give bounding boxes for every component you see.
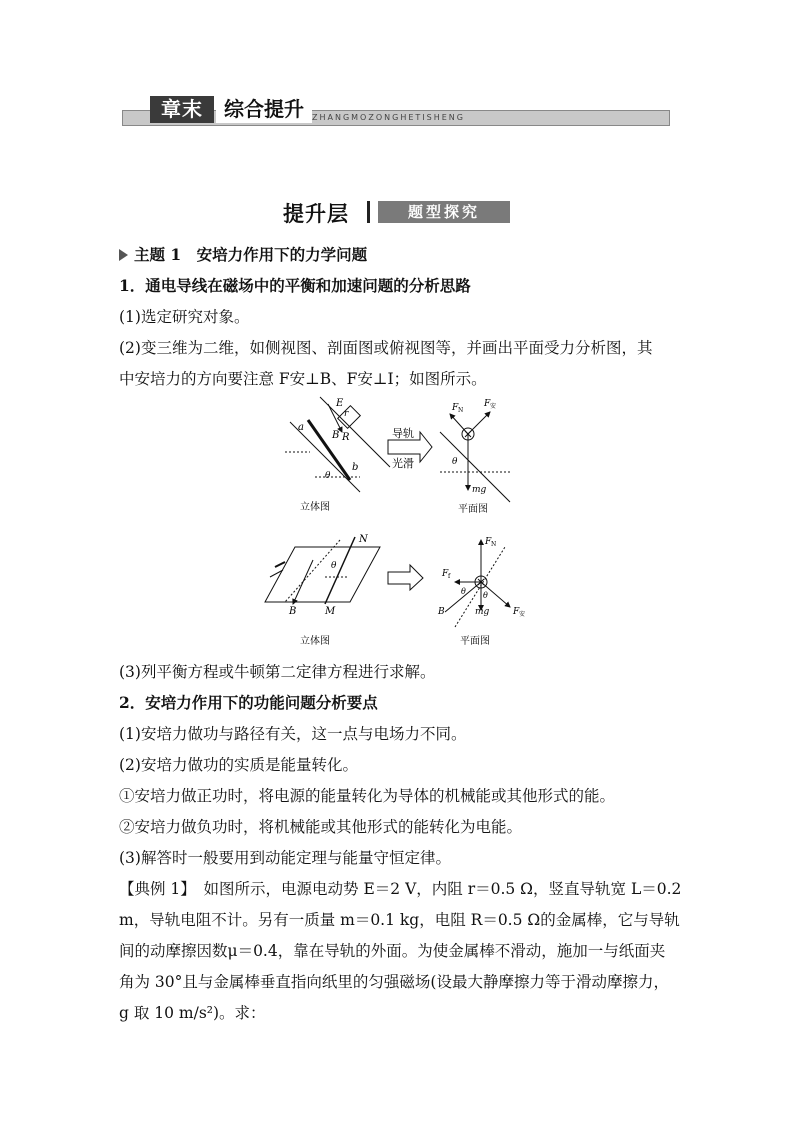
figure-2 (255, 532, 540, 650)
banner-title: 综合提升 (216, 96, 312, 123)
example-line-3: 间的动摩擦因数μ＝0.4，靠在导轨的外面。为使金属棒不滑动，施加一与纸面夹 (119, 942, 666, 960)
section-divider (367, 201, 370, 223)
fig1-label-r: r (344, 409, 349, 419)
example-line-5: g 取 10 m/s²)。求： (119, 1004, 266, 1022)
section-tag: 题型探究 (378, 201, 510, 223)
fig2-left-caption: 立体图 (300, 636, 330, 647)
banner-chapter-tag: 章末 (150, 96, 214, 123)
fig1-3d-view (285, 397, 390, 492)
fig1-right-caption: 平面图 (458, 504, 488, 515)
fig2-mg: mg (475, 607, 490, 617)
example-line-1: 【典例 1】 如图所示，电源电动势 E＝2 V，内阻 r＝0.5 Ω，竖直导轨宽 L＝0.2 (119, 880, 682, 898)
fig1-plane-view (440, 399, 510, 502)
fig1-FN: F (452, 403, 459, 413)
fig2-label-M: M (325, 606, 336, 617)
fig1-FN-sub: N (458, 407, 464, 414)
fig1-label-E: E (336, 398, 344, 409)
fig1-left-caption: 立体图 (300, 502, 330, 513)
fig2-right-caption: 平面图 (460, 636, 490, 647)
fig2-transform-arrow (388, 565, 423, 590)
step-3: (3)列平衡方程或牛顿第二定律方程进行求解。 (119, 663, 436, 681)
example-line-2: m，导轨电阻不计。另有一质量 m＝0.1 kg，电阻 R＝0.5 Ω的金属棒，它与导轨 (119, 911, 680, 929)
fig2-plane-view (437, 537, 525, 627)
point-2-b: ②安培力做负功时，将机械能或其他形式的能转化为电能。 (119, 818, 523, 836)
fig2-label-B: B (289, 606, 297, 617)
fig2-Ff: F (442, 569, 449, 579)
point-2: (2)安培力做功的实质是能量转化。 (119, 756, 358, 774)
step-2-line-b: 中安培力的方向要注意 F安⊥B、F安⊥I；如图所示。 (119, 370, 487, 388)
fig1-label-theta: θ (325, 471, 331, 481)
fig2-Fan: F (513, 607, 520, 617)
fig1-mg: mg (472, 485, 487, 495)
step-1: (1)选定研究对象。 (119, 308, 250, 326)
fig1-Fan: F (484, 399, 491, 409)
heading-2: 2．安培力作用下的功能问题分析要点 (119, 693, 378, 712)
point-1: (1)安培力做功与路径有关，这一点与电场力不同。 (119, 725, 467, 743)
fig1-label-b: b (352, 462, 359, 473)
play-triangle-icon (119, 249, 128, 261)
step-2-line-a: (2)变三维为二维，如侧视图、剖面图或俯视图等，并画出平面受力分析图，其 (119, 339, 653, 357)
figure-1 (280, 392, 520, 522)
banner-subtitle: ZHANGMOZONGHETISHENG (312, 113, 465, 122)
fig1-theta: θ (452, 457, 458, 467)
fig1-transform-arrow (388, 426, 432, 470)
fig2-FN: F (485, 537, 492, 547)
fig1-arrow-bottom: 光滑 (392, 457, 414, 470)
fig1-label-R: R (342, 432, 350, 443)
fig1-label-a: a (298, 422, 304, 433)
topic-heading (119, 243, 367, 265)
example-line-4: 角为 30°且与金属棒垂直指向纸里的匀强磁场(设最大静摩擦力等于滑动摩擦力， (119, 973, 669, 991)
fig1-arrow-top: 导轨 (392, 427, 414, 440)
fig2-B: B (438, 607, 445, 617)
section-title: 提升层 (283, 202, 349, 226)
fig1-label-B: B (332, 430, 340, 441)
heading-1: 1．通电导线在磁场中的平衡和加速问题的分析思路 (119, 276, 471, 295)
fig1-Fan-sub: 安 (490, 403, 497, 410)
point-2-a: ①安培力做正功时，将电源的能量转化为导体的机械能或其他形式的能。 (119, 787, 616, 805)
fig2-theta-2: θ (483, 591, 488, 600)
fig2-Fan-sub: 安 (519, 611, 526, 618)
fig2-3d-view (265, 534, 380, 617)
fig2-label-theta: θ (331, 561, 337, 571)
point-3: (3)解答时一般要用到动能定理与能量守恒定律。 (119, 849, 451, 867)
fig2-FN-sub: N (491, 541, 497, 548)
topic-label: 主题 1 安培力作用下的力学问题 (134, 245, 368, 264)
fig2-theta-1: θ (461, 587, 466, 596)
fig2-Ff-sub: f (448, 573, 451, 580)
fig2-label-N: N (359, 534, 368, 545)
